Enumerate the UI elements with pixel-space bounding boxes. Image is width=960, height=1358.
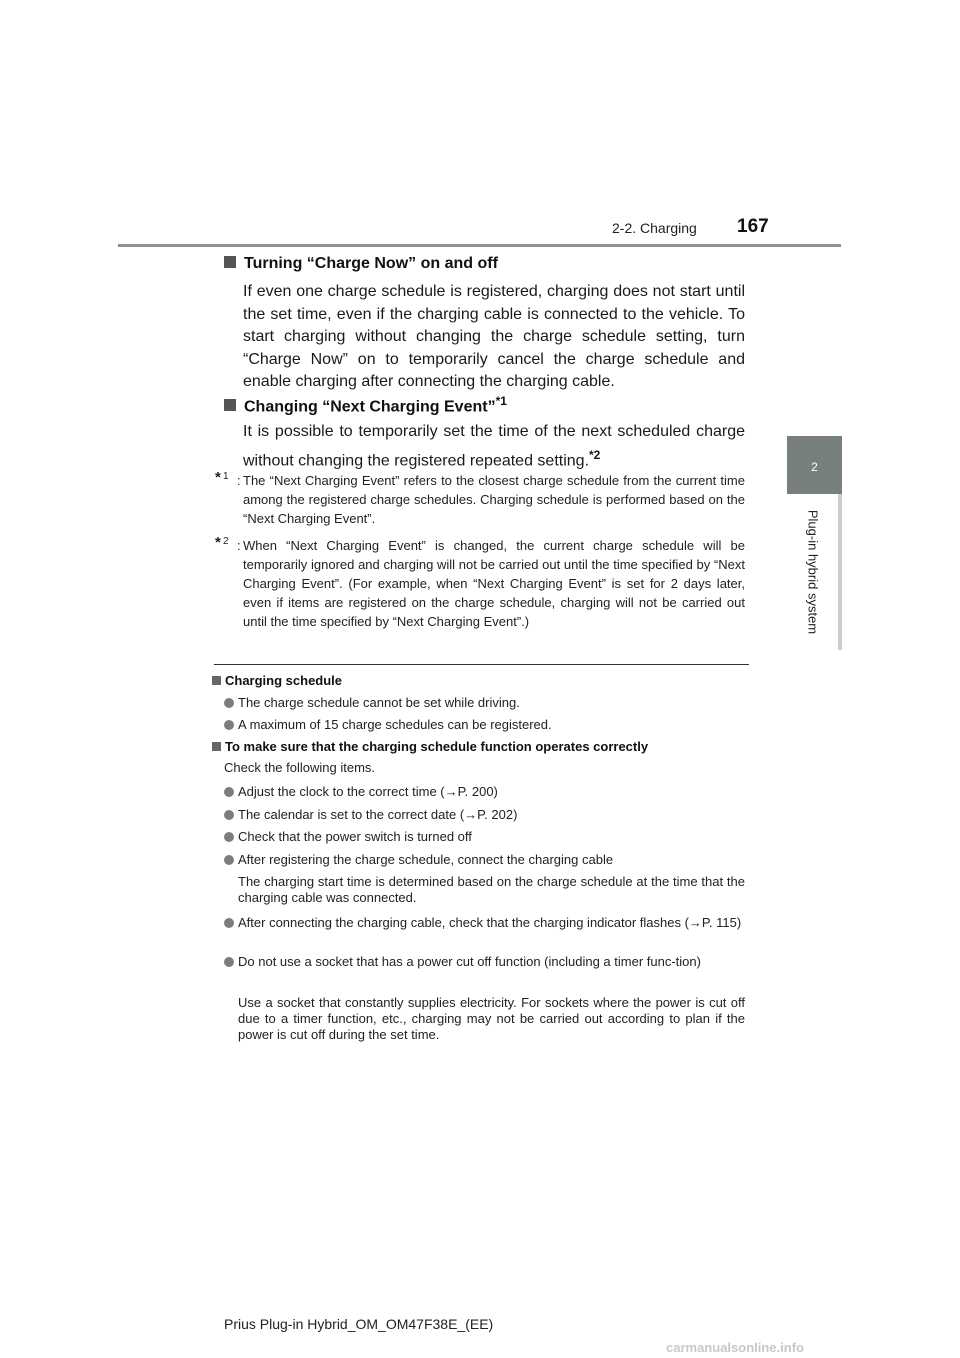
footnote-2: * 2 : When “Next Charging Event” is changed, the current charge schedule will be temporarily ignored and charging will not be carried out until the time specified by “Next Charging Event”. (For example, when “Next Charging Event” is set for 2 days later, even if items are registered on the charge schedule, charging will not be carried out until the time specified by “Next Charging Event”.) xyxy=(215,534,745,629)
section-title: 2-2. Charging xyxy=(612,220,697,236)
paragraph-next-charging-event: It is possible to temporarily set the time of the next scheduled charge without changing the registered repeated setting.$^{*2}$ xyxy=(243,423,745,469)
bullet-icon xyxy=(224,832,234,842)
bullet-icon xyxy=(224,957,234,967)
chapter-label-tab xyxy=(787,494,842,650)
square-bullet-icon xyxy=(212,742,221,751)
paragraph-charge-now: If even one charge schedule is registered, charging does not start until the set time, even if the charging cable is connected to the vehicle. To start charging without changing the charge schedule setting, turn “Charge Now” on to temporarily cancel the charge schedule and enable charging after connecting the charging cable. xyxy=(243,283,745,390)
note-subparagraph: The charging start time is determined based on the charge schedule at the time that the charging cable was connected. xyxy=(238,874,745,905)
note-intro: Check the following items. xyxy=(224,760,376,775)
heading-charge-now: Turning “Charge Now” on and off xyxy=(224,255,498,273)
page-number: 167 xyxy=(737,216,769,237)
chapter-tab-edge xyxy=(838,494,842,650)
list-item: Check that the power switch is turned off xyxy=(224,828,749,845)
square-bullet-icon xyxy=(224,256,236,268)
header-rule xyxy=(118,244,841,247)
list-item: The charge schedule cannot be set while driving. xyxy=(224,694,749,711)
list-item: Do not use a socket that has a power cut off function (including a timer func-tion) xyxy=(224,953,749,970)
list-item: After registering the charge schedule, connect the charging cable xyxy=(224,851,749,868)
square-bullet-icon xyxy=(224,399,236,411)
bullet-icon xyxy=(224,698,234,708)
list-item: After connecting the charging cable, check that the charging indicator flashes (→P. 115) xyxy=(224,914,749,931)
note-subparagraph: Use a socket that constantly supplies electricity. For sockets where the power is cut off due to a timer function, etc., charging may not be carried out according to plan if the power is cut off during the set time. xyxy=(238,995,745,1042)
document-id: Prius Plug-in Hybrid_OM_OM47F38E_(EE) xyxy=(224,1316,494,1332)
chapter-number: 2 xyxy=(811,460,818,474)
footnote-1: * 1 : The “Next Charging Event” refers to the closest charge schedule from the current time among the registered charge schedules. Charging schedule is performed based on the “Next Charging Event”. xyxy=(215,469,745,526)
bullet-icon xyxy=(224,787,234,797)
bullet-icon xyxy=(224,918,234,928)
bullet-icon xyxy=(224,720,234,730)
list-item: Adjust the clock to the correct time (→P. 200) xyxy=(224,783,749,800)
divider xyxy=(214,664,749,665)
watermark: carmanualsonline.info xyxy=(666,1340,804,1355)
chapter-tab xyxy=(787,436,842,494)
heading-next-charging-event: Changing “Next Charging Event”$^{*1}$ xyxy=(224,394,507,416)
chapter-label: Plug-in hybrid system xyxy=(805,509,821,635)
square-bullet-icon xyxy=(212,676,221,685)
footnote-ref-1: *1 xyxy=(495,394,507,408)
list-item: The calendar is set to the correct date (→P. 202) xyxy=(224,806,749,823)
note-heading-operates-correctly: To make sure that the charging schedule function operates correctly xyxy=(212,739,648,754)
list-item: A maximum of 15 charge schedules can be registered. xyxy=(224,716,749,733)
footnote-ref-2: *2 xyxy=(589,447,601,462)
note-heading-charging-schedule: Charging schedule xyxy=(212,673,342,688)
bullet-icon xyxy=(224,810,234,820)
bullet-icon xyxy=(224,855,234,865)
